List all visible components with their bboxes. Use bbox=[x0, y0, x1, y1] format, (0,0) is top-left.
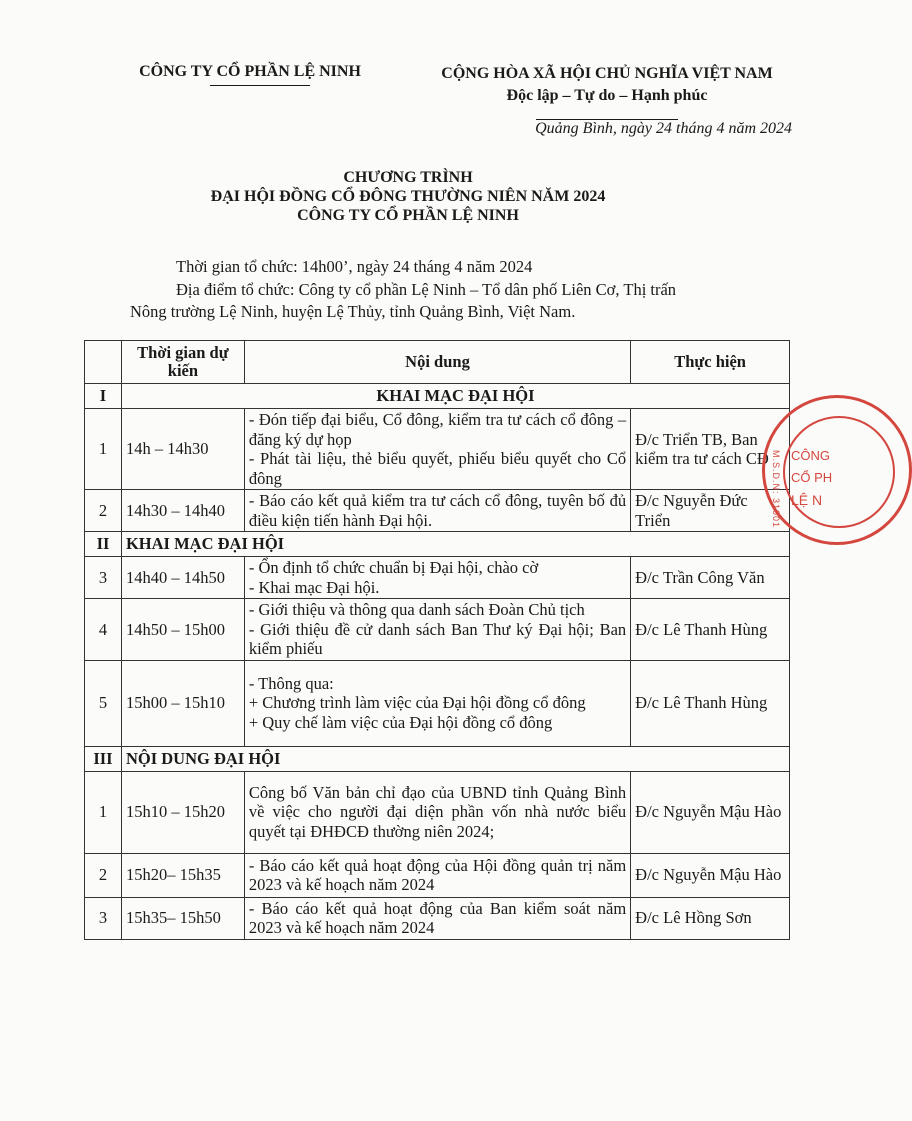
row-content bbox=[244, 771, 630, 853]
national-motto: Độc lập – Tự do – Hạnh phúc bbox=[506, 87, 708, 104]
row-executor: Đ/c Nguyễn Mậu Hào bbox=[631, 853, 790, 897]
row-time: 15h20– 15h35 bbox=[121, 853, 244, 897]
agenda-row bbox=[85, 490, 790, 532]
content-line: - Giới thiệu và thông qua danh sách Đoàn Chủ tịch bbox=[248, 600, 585, 619]
content-line: + Quy chế làm việc của Đại hội đồng cổ đông bbox=[248, 712, 553, 732]
document-title bbox=[0, 168, 816, 225]
row-number: 1 bbox=[85, 771, 122, 853]
seal-text-1: CÔNG bbox=[791, 448, 830, 463]
agenda-row bbox=[85, 409, 790, 490]
section-title: KHAI MẠC ĐẠI HỘI bbox=[121, 532, 789, 557]
title-line-2: ĐẠI HỘI ĐỒNG CỔ ĐÔNG THƯỜNG NIÊN NĂM 2024 bbox=[210, 188, 606, 205]
section-row bbox=[85, 746, 790, 771]
meeting-place-line-1: Địa điểm tổ chức: Công ty cổ phần Lệ Ninh – Tổ dân phố Liên Cơ, Thị trấn bbox=[176, 279, 677, 299]
content-line: - Báo cáo kết quả kiểm tra tư cách cổ đông, tuyên bố đủ điều kiện tiến hành Đại hội. bbox=[248, 491, 627, 530]
header-exec: Thực hiện bbox=[631, 341, 790, 384]
row-number: 3 bbox=[85, 897, 122, 939]
title-line-1: CHƯƠNG TRÌNH bbox=[343, 169, 473, 186]
row-content bbox=[244, 853, 630, 897]
meeting-time: Thời gian tổ chức: 14h00’, ngày 24 tháng 4 năm 2024 bbox=[176, 257, 533, 276]
section-number: I bbox=[85, 384, 122, 409]
row-time: 15h35– 15h50 bbox=[121, 897, 244, 939]
meeting-info bbox=[130, 256, 676, 324]
content-line: Công bố Văn bản chỉ đạo của UBND tỉnh Quảng Bình về việc cho người đại diện phần vốn nhà nước biểu quyết tại ĐHĐCĐ thường niên 2024; bbox=[248, 782, 627, 841]
company-seal bbox=[762, 395, 912, 545]
document-date: Quảng Bình, ngày 24 tháng 4 năm 2024 bbox=[535, 120, 792, 137]
header-time: Thời gian dự kiến bbox=[121, 341, 244, 384]
meeting-place-line-2: Nông trường Lệ Ninh, huyện Lệ Thủy, tỉnh Quảng Bình, Việt Nam. bbox=[130, 302, 576, 321]
row-time: 14h40 – 14h50 bbox=[121, 557, 244, 599]
content-line: - Giới thiệu đề cử danh sách Ban Thư ký Đại hội; Ban kiểm phiếu bbox=[248, 619, 627, 658]
row-executor: Đ/c Nguyễn Mậu Hào bbox=[631, 771, 790, 853]
row-executor: Đ/c Lê Thanh Hùng bbox=[631, 660, 790, 746]
agenda-row bbox=[85, 557, 790, 599]
row-content bbox=[244, 409, 630, 490]
company-underline bbox=[210, 85, 310, 86]
agenda-row bbox=[85, 897, 790, 939]
row-time: 14h30 – 14h40 bbox=[121, 490, 244, 532]
national-header bbox=[412, 63, 802, 120]
section-row bbox=[85, 532, 790, 557]
content-line: - Thông qua: bbox=[248, 673, 334, 693]
row-number: 5 bbox=[85, 660, 122, 746]
content-line: - Khai mạc Đại hội. bbox=[248, 577, 380, 597]
company-name: CÔNG TY CỔ PHẦN LỆ NINH bbox=[126, 63, 374, 81]
header-stt bbox=[85, 341, 122, 384]
section-title: KHAI MẠC ĐẠI HỘI bbox=[121, 384, 789, 409]
republic-name: CỘNG HÒA XÃ HỘI CHỦ NGHĨA VIỆT NAM bbox=[441, 65, 773, 82]
row-content bbox=[244, 490, 630, 532]
section-number: II bbox=[85, 532, 122, 557]
row-number: 4 bbox=[85, 599, 122, 661]
row-time: 14h50 – 15h00 bbox=[121, 599, 244, 661]
content-line: - Phát tài liệu, thẻ biểu quyết, phiếu biểu quyết cho Cổ đông bbox=[248, 449, 627, 488]
header-content: Nội dung bbox=[244, 341, 630, 384]
row-content bbox=[244, 557, 630, 599]
agenda-row bbox=[85, 660, 790, 746]
row-executor: Đ/c Trần Công Văn bbox=[631, 557, 790, 599]
row-time: 15h10 – 15h20 bbox=[121, 771, 244, 853]
section-row bbox=[85, 384, 790, 409]
section-title: NỘI DUNG ĐẠI HỘI bbox=[121, 746, 789, 771]
row-content bbox=[244, 660, 630, 746]
agenda-header-row bbox=[85, 341, 790, 384]
agenda-row bbox=[85, 771, 790, 853]
row-executor: Đ/c Lê Hồng Sơn bbox=[631, 897, 790, 939]
agenda-row bbox=[85, 853, 790, 897]
row-executor: Đ/c Triển TB, Ban kiểm tra tư cách CĐ bbox=[631, 409, 790, 490]
agenda-row bbox=[85, 599, 790, 661]
agenda-body bbox=[85, 384, 790, 940]
row-executor: Đ/c Nguyễn Đức Triển bbox=[631, 490, 790, 532]
agenda-table bbox=[84, 340, 790, 940]
row-number: 3 bbox=[85, 557, 122, 599]
content-line: + Chương trình làm việc của Đại hội đồng cổ đông bbox=[248, 693, 586, 713]
section-number: III bbox=[85, 746, 122, 771]
row-time: 14h – 14h30 bbox=[121, 409, 244, 490]
seal-ring-text: M.S.D.N: 31001 bbox=[771, 450, 781, 529]
row-number: 2 bbox=[85, 853, 122, 897]
row-number: 1 bbox=[85, 409, 122, 490]
title-line-3: CÔNG TY CỔ PHẦN LỆ NINH bbox=[297, 207, 519, 224]
row-content bbox=[244, 599, 630, 661]
seal-text-2: CỔ PH bbox=[791, 470, 833, 485]
row-number: 2 bbox=[85, 490, 122, 532]
content-line: - Báo cáo kết quả hoạt động của Hội đồng quản trị năm 2023 và kế hoạch năm 2024 bbox=[248, 855, 627, 894]
content-line: - Đón tiếp đại biểu, Cổ đông, kiểm tra tư cách cổ đông – đăng ký dự họp bbox=[248, 410, 627, 449]
seal-text-3: LỆ N bbox=[791, 492, 823, 508]
content-line: - Báo cáo kết quả hoạt động của Ban kiểm soát năm 2023 và kế hoạch năm 2024 bbox=[248, 898, 627, 937]
row-executor: Đ/c Lê Thanh Hùng bbox=[631, 599, 790, 661]
content-line: - Ổn định tổ chức chuẩn bị Đại hội, chào cờ bbox=[248, 558, 539, 577]
row-content bbox=[244, 897, 630, 939]
row-time: 15h00 – 15h10 bbox=[121, 660, 244, 746]
